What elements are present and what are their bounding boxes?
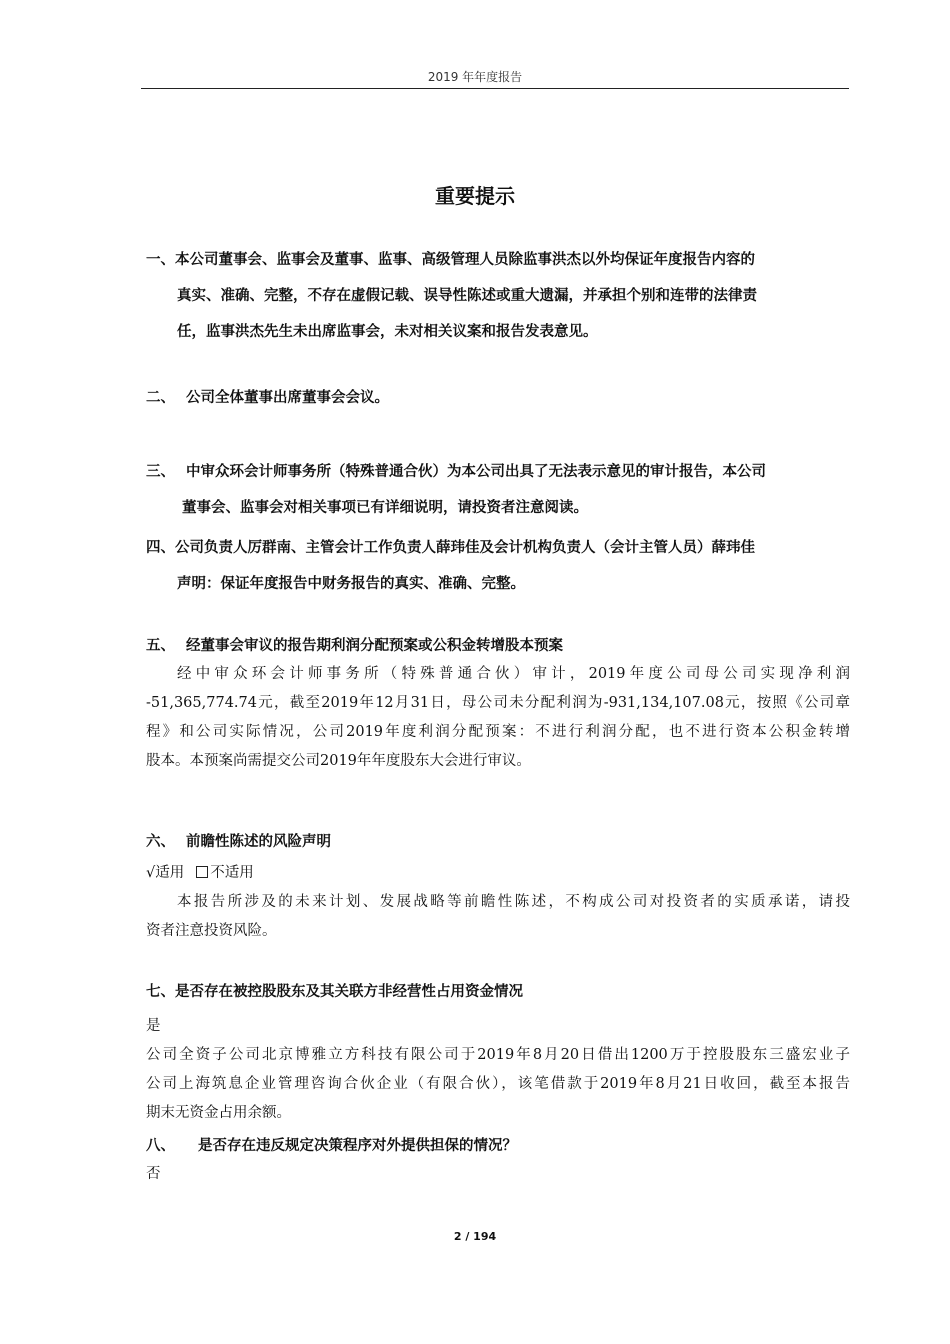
section-4-line-2: 声明：保证年度报告中财务报告的真实、准确、完整。 (177, 576, 525, 592)
section-1-line-3: 任，监事洪杰先生未出席监事会，未对相关议案和报告发表意见。 (177, 324, 598, 340)
section-5-heading: 五、 经董事会审议的报告期利润分配预案或公积金转增股本预案 (146, 628, 850, 664)
section-3-line-2: 董事会、监事会对相关事项已有详细说明，请投资者注意阅读。 (182, 500, 588, 516)
section-8-heading: 八、 是否存在违反规定决策程序对外提供担保的情况？ (146, 1128, 850, 1164)
section-7-number: 七、 (146, 984, 175, 1000)
section-6-heading: 六、 前瞻性陈述的风险声明 (146, 824, 850, 860)
section-1-number: 一、 (146, 252, 175, 268)
section-3-number: 三、 (146, 464, 175, 480)
section-4-line-1: 四、公司负责人厉群南、主管会计工作负责人薛玮佳及会计机构负责人（会计主管人员）薛玮佳 (146, 540, 755, 556)
option-not-applicable: 不适用 (210, 865, 254, 881)
section-2-number: 二、 (146, 390, 175, 406)
empty-checkbox-icon (196, 866, 208, 878)
section-1-line-1: 一、本公司董事会、监事会及董事、监事、高级管理人员除监事洪杰以外均保证年度报告内容的 (146, 252, 755, 268)
section-3-line-1: 三、 中审众环会计师事务所（特殊普通合伙）为本公司出具了无法表示意见的审计报告，本公司 (146, 454, 850, 490)
section-1 (146, 242, 850, 350)
section-6-body: 本报告所涉及的未来计划、发展战略等前瞻性陈述，不构成公司对投资者的实质承诺，请投 资者注意投资风险。 (146, 894, 850, 939)
section-4-number: 四、 (146, 540, 175, 556)
section-2-text: 公司全体董事出席董事会会议。 (186, 390, 389, 406)
section-7-heading: 七、是否存在被控股股东及其关联方非经营性占用资金情况 (146, 984, 523, 1000)
section-4 (146, 530, 850, 602)
section-2 (146, 380, 850, 416)
section-8-number: 八、 (146, 1138, 175, 1154)
section-7-answer: 是 (146, 1018, 161, 1034)
section-1-line-2: 真实、准确、完整，不存在虚假记载、误导性陈述或重大遗漏，并承担个别和连带的法律责 (177, 288, 757, 304)
section-5-body: 经中审众环会计师事务所（特殊普通合伙）审计，2019年度公司母公司实现净利润 -51,365,774.74元，截至2019年12月31日，母公司未分配利润为-931,134,107.08元，按照《公司章 程》和公司实际情况，公司2019年度利润分配预案：不进行利润分配，也不进行资本公积金转增 股本。本预案尚需提交公司2019年年度股东大会进行审议。 (146, 666, 850, 769)
section-7-body: 是 公司全资子公司北京博雅立方科技有限公司于2019年8月20日借出1200万于控股股东三盛宏业子 公司上海筑息企业管理咨询合伙企业（有限合伙），该笔借款于2019年8月21日收回，截至本报告 期末无资金占用余额。 (146, 1012, 850, 1128)
section-5-number: 五、 (146, 638, 175, 654)
page-number: 2 / 194 (453, 1230, 497, 1243)
section-6-number: 六、 (146, 834, 175, 850)
section-8-body (146, 1160, 850, 1189)
page-header: 2019 年年度报告 (427, 70, 523, 84)
page-title: 重要提示 (435, 184, 515, 208)
section-8-answer: 否 (146, 1166, 161, 1182)
section-3 (146, 454, 850, 526)
check-mark-icon: √ (146, 865, 156, 881)
header-divider (141, 88, 849, 89)
applicability-options (146, 860, 254, 886)
option-applicable: 适用 (155, 865, 185, 881)
